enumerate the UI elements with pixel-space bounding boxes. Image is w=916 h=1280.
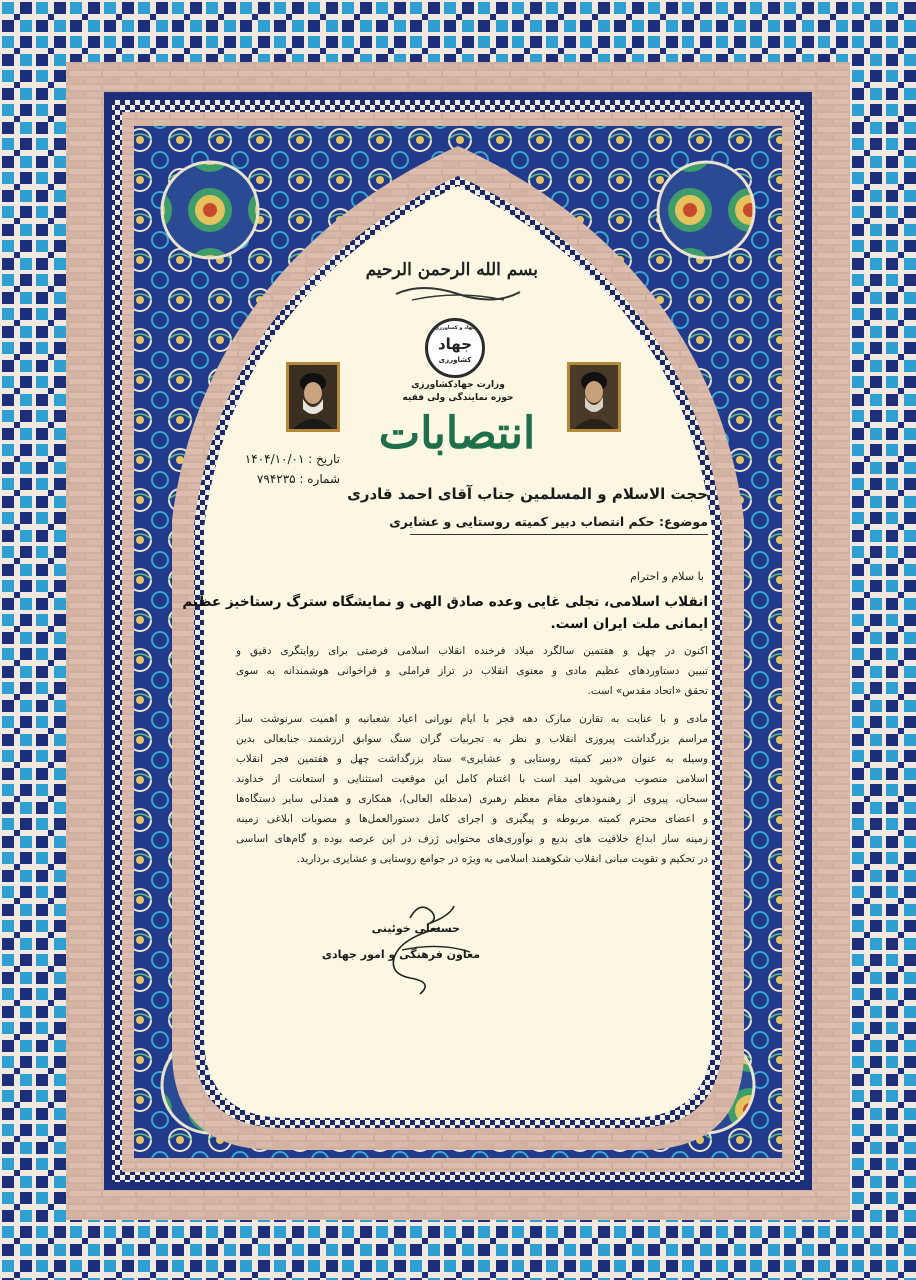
subject-underline	[410, 534, 708, 535]
portrait-right	[567, 362, 621, 432]
recipient-name: حجت الاسلام و المسلمین جناب آقای احمد قادری	[347, 485, 708, 503]
basmala: بسم الله الرحمن الرحیم	[365, 260, 538, 280]
para2-line-1: مادی و با عنایت به تقارن مبارک دهه فجر با ایام نورانی اعیاد شعبانیه و اهمیت سرنوشت ساز	[236, 713, 708, 725]
letter-date: تاریخ : ۱۴۰۴/۱۰/۰۱	[244, 452, 340, 466]
para1-line-1: اکنون در چهل و هفتمین سالگرد میلاد فرخنده انقلاب اسلامی فرصتی برای روایتگری دقیق و	[236, 645, 708, 657]
para2-line-7: زمینه ساز ابداع خلاقیت های بدیع و نوآوری‌های محتوایی ژرف در این عرصه بوده و گام‌های اساسی	[236, 833, 708, 845]
document-title: انتصابات	[378, 408, 536, 459]
letter-number: شماره : ۷۹۴۲۳۵	[256, 472, 340, 486]
para1-line-3: تحقق «اتحاد مقدس» است.	[587, 685, 708, 697]
basmala-calligraphy-flourish	[392, 282, 524, 304]
signatory-position: معاون فرهنگی و امور جهادی	[321, 948, 480, 961]
greeting: با سلام و احترام	[630, 570, 704, 583]
office-name: حوزه نمایندگی ولی فقیه	[402, 393, 514, 403]
para2-line-3: وسیله به عنوان «دبیر کمیته روستایی و عشایری» ستاد بزرگداشت چهل و هفتمین فجر انقلاب	[236, 753, 708, 765]
para2-line-2: مراسم بزرگداشت پیروزی انقلاب و نظر به تجربیات گران سنگ سوابق ارزشمند جنابعالی بدین	[236, 733, 708, 745]
lead-line-1: انقلاب اسلامی، تجلی غایی وعده صادق الهی و نمایشگاه سترگ رستاخیز عظیم	[182, 594, 708, 610]
jahad-keshavarzi-logo	[425, 318, 485, 378]
para1-line-2: تبیین دستاوردهای عظیم مادی و معنوی انقلاب در تراز فراملی و فراخوانی هوشمندانه به سوی	[236, 665, 708, 677]
para2-line-6: و اعضای محترم کمیته مربوطه و پیگیری و اجرای کامل دستورالعمل‌ها و مصوبات ابلاغی زمینه	[236, 813, 708, 825]
signatory-name: حسنعلی خوئینی	[371, 922, 460, 935]
para2-line-5: سبحان، پیروی از رهنمودهای مقام معظم رهبری (مدظله العالی)، همکاری و همدلی سایر دستگاه‌ها	[236, 793, 708, 805]
logo-main-text: جهاد	[437, 335, 473, 353]
para2-line-8: در تحکیم و تقویت مبانی انقلاب شکوهمند اسلامی به ویژه در جوامع روستایی و عشایری بردارید.	[296, 853, 708, 865]
logo-sub-text: کشاورزی	[438, 356, 472, 364]
ministry-name: وزارت جهادکشاورزی	[411, 380, 505, 390]
portrait-left	[286, 362, 340, 432]
logo-top-text: جهاد و کشاورزی	[434, 325, 476, 331]
para2-line-4: اسلامی منصوب می‌شوید امید است با اغتنام کامل این موقعیت استثنایی و استعانت از خداوند	[236, 773, 708, 785]
lead-line-2: ایمانی ملت ایران است.	[550, 616, 708, 632]
letter-subject: موضوع: حکم انتصاب دبیر کمیته روستایی و عشایری	[389, 514, 708, 529]
